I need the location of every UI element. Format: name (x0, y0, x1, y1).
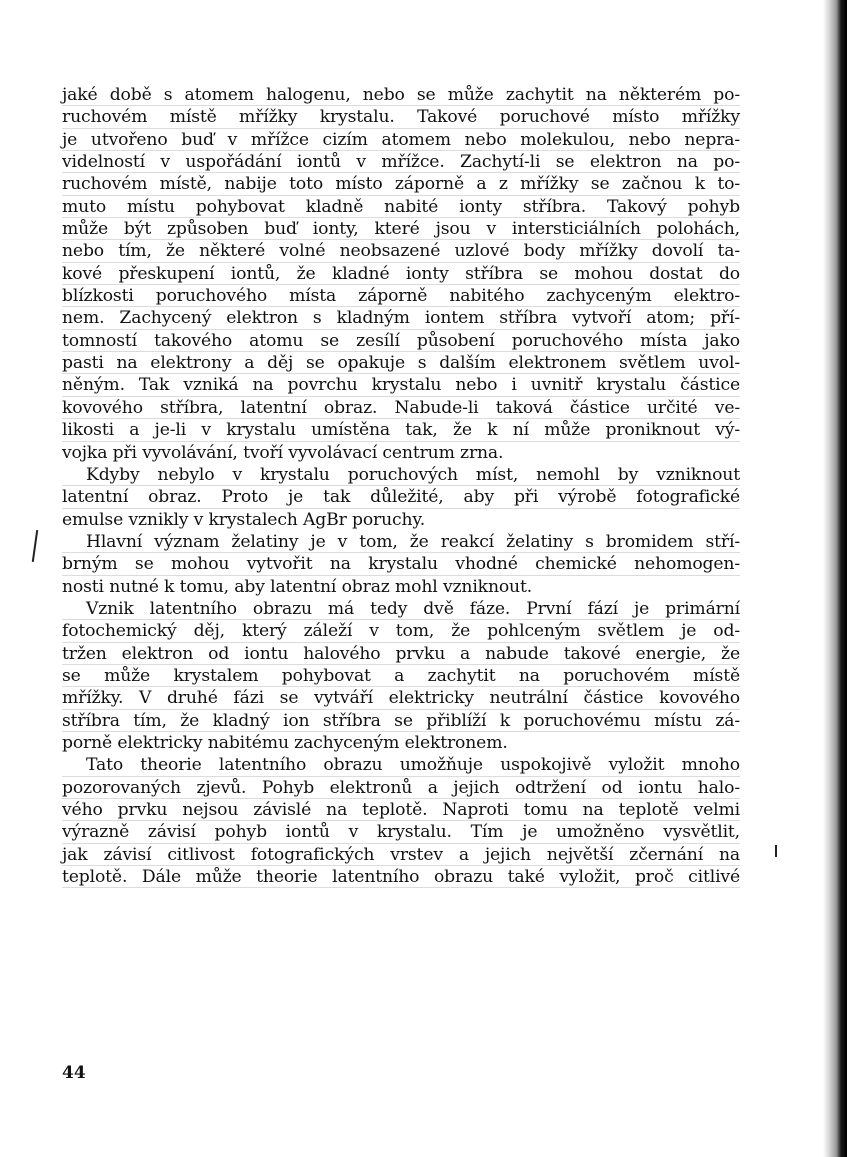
text-line: stříbra tím, že kladný ion stříbra se přiblíží k poruchovému místu zá- (62, 710, 740, 731)
text-line: se může krystalem pohybovat a zachytit na poruchovém místě (62, 665, 740, 686)
text-line: něným. Tak vzniká na povrchu krystalu nebo i uvnitř krystalu částice (62, 375, 740, 396)
text-line: může být způsoben buď ionty, které jsou v intersticiálních polohách, (62, 219, 740, 240)
text-line: brným se mohou vytvořit na krystalu vhodné chemické nehomogen- (62, 554, 740, 575)
text-line: výrazně závisí pohyb iontů v krystalu. Tím je umožněno vysvětlit, (62, 822, 740, 843)
text-line: pasti na elektrony a děj se opakuje s dalším elektronem světlem uvol- (62, 353, 740, 374)
paragraph (62, 464, 740, 531)
text-line: je utvořeno buď v mřížce cizím atomem nebo molekulou, nebo nepra- (62, 129, 740, 150)
text-line: Hlavní význam želatiny je v tom, že reakcí želatiny s bromidem stří- (62, 531, 740, 553)
text-line: fotochemický děj, který záleží v tom, že pohlceným světlem je od- (62, 621, 740, 642)
text-line: latentní obraz. Proto je tak důležité, aby při výrobě fotografické (62, 487, 740, 508)
text-line: nosti nutné k tomu, aby latentní obraz mohl vzniknout. (62, 576, 533, 597)
text-line: mřížky. V druhé fázi se vytváří elektricky neutrální částice kovového (62, 688, 740, 709)
text-line: tržen elektron od iontu halového prvku a nabude takové energie, že (62, 643, 740, 664)
paragraph (62, 531, 740, 598)
paragraph (62, 754, 740, 888)
text-line: likosti a je-li v krystalu umístěna tak, že k ní může proniknout vý- (62, 420, 740, 441)
margin-pencil-mark (775, 845, 777, 857)
text-line: jak závisí citlivost fotografických vrstev a jejich největší zčernání na (62, 844, 740, 865)
page-number: 44 (62, 1063, 86, 1083)
text-line: videlností v uspořádání iontů v mřížce. Zachytí-li se elektron na po- (62, 152, 740, 173)
text-line: tomností takového atomu se zesílí působení poruchového místa jako (62, 330, 740, 351)
text-line: vojka při vyvolávání, tvoří vyvolávací centrum zrna. (62, 442, 504, 463)
page-binding-edge (823, 0, 847, 1157)
text-line: pozorovaných zjevů. Pohyb elektronů a jejich odtržení od iontu halo- (62, 777, 740, 798)
text-line: muto místu pohybovat kladně nabité ionty stříbra. Takový pohyb (62, 196, 740, 217)
text-line: nem. Zachycený elektron s kladným iontem stříbra vytvoří atom; pří- (62, 308, 740, 329)
text-line: jaké době s atomem halogenu, nebo se může zachytit na některém po- (62, 85, 740, 105)
page-body-text (62, 84, 740, 888)
text-line: Vznik latentního obrazu má tedy dvě fáze. První fází je primární (62, 598, 740, 620)
paragraph (62, 598, 740, 754)
margin-pencil-mark (32, 530, 38, 562)
text-line: blízkosti poruchového místa záporně nabitého zachyceným elektro- (62, 286, 740, 307)
text-line: Kdyby nebylo v krystalu poruchových míst, nemohl by vzniknout (62, 464, 740, 486)
text-line: nebo tím, že některé volné neobsazené uzlové body mřížky dovolí ta- (62, 241, 740, 262)
text-line: ruchovém místě, nabije toto místo záporně a z mřížky se začnou k to- (62, 174, 740, 195)
text-line: emulse vznikly v krystalech AgBr poruchy. (62, 509, 426, 530)
text-line: porně elektricky nabitému zachyceným elektronem. (62, 732, 508, 753)
text-line: Tato theorie latentního obrazu umožňuje uspokojivě vyložit mnoho (62, 754, 740, 776)
text-line: vého prvku nejsou závislé na teplotě. Naproti tomu na teplotě velmi (62, 800, 740, 820)
paragraph (62, 84, 740, 464)
text-line: teplotě. Dále může theorie latentního obrazu také vyložit, proč citlivé (62, 867, 740, 888)
text-line: kovového stříbra, latentní obraz. Nabude-li taková částice určité ve- (62, 397, 740, 418)
text-line: ruchovém místě mřížky krystalu. Takové poruchové místo mřížky (62, 107, 740, 128)
text-line: kové přeskupení iontů, že kladné ionty stříbra se mohou dostat do (62, 263, 740, 284)
